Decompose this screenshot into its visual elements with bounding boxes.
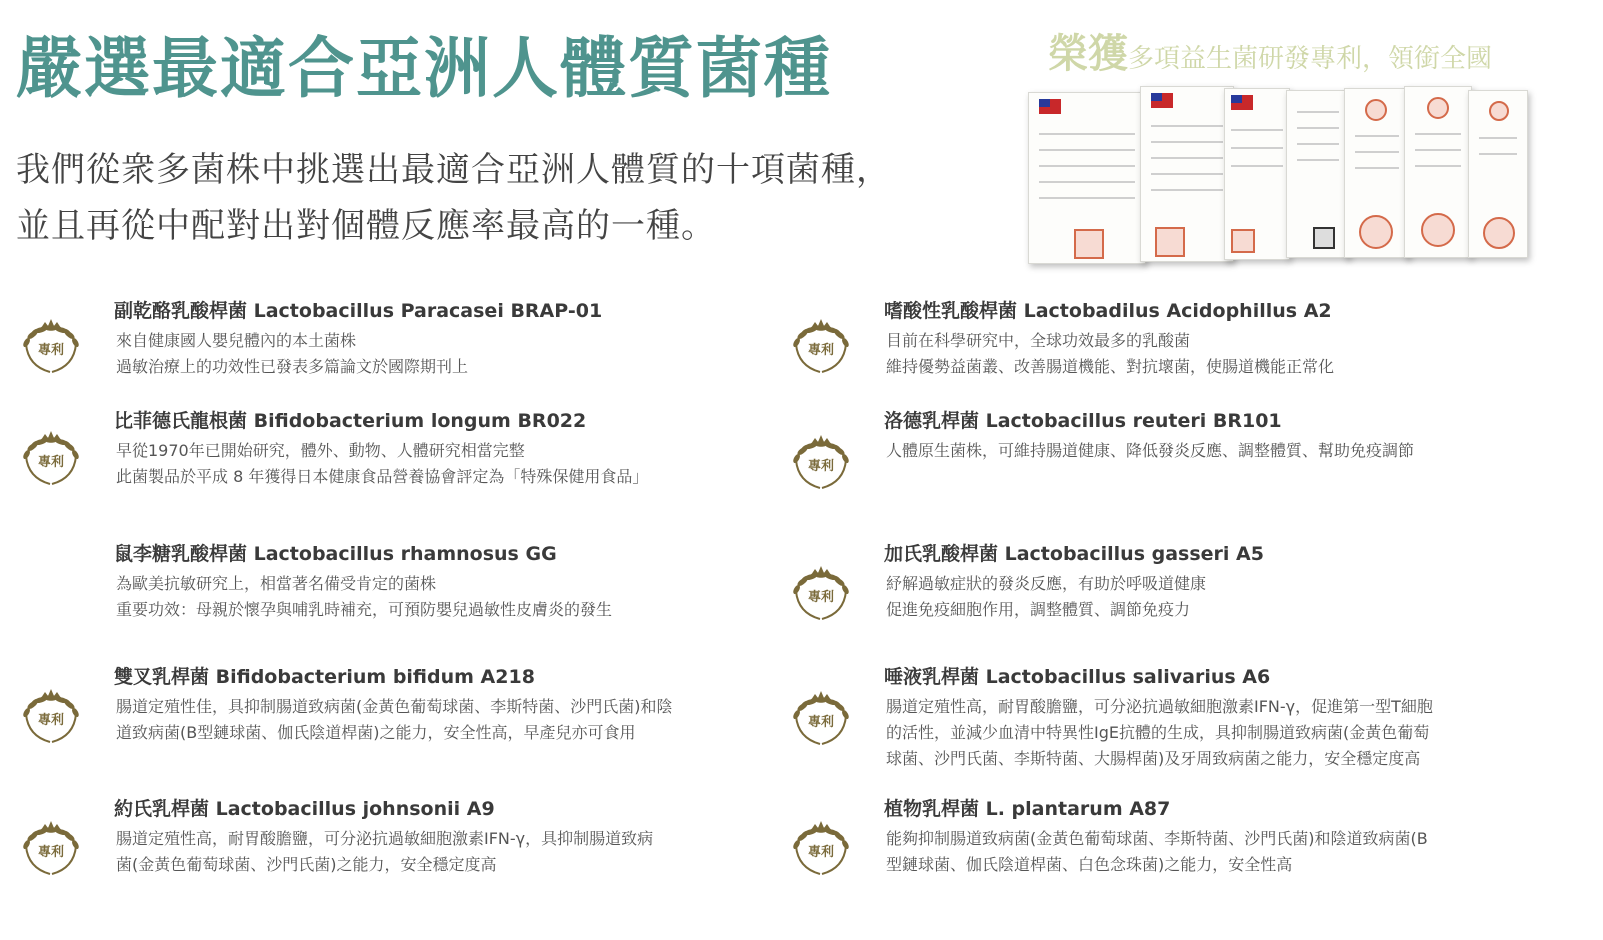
strain-name: 嗜酸性乳酸桿菌 Lactobadilus Acidophillus A2 — [884, 300, 1332, 322]
strain-description-line: 腸道定殖性佳，具抑制腸道致病菌(金黃色葡萄球菌、李斯特菌、沙門氏菌)和陰 — [116, 697, 673, 716]
certificate — [1344, 88, 1410, 258]
certificate — [1224, 88, 1290, 260]
patent-badge-label: 專利 — [37, 343, 65, 358]
strain-name: 約氏乳桿菌 Lactobacillus johnsonii A9 — [114, 798, 495, 820]
strain-description-line: 人體原生菌株，可維持腸道健康、降低發炎反應、調整體質、幫助免疫調節 — [886, 441, 1415, 460]
award-heading-sub: 多項益生菌研發專利，領銜全國 — [1128, 44, 1493, 74]
strain-description-line: 紓解過敏症狀的發炎反應，有助於呼吸道健康 — [886, 574, 1207, 593]
patent-laurel-icon — [14, 816, 88, 878]
strain-description-line: 重要功效：母親於懷孕與哺乳時補充，可預防嬰兒過敏性皮膚炎的發生 — [116, 600, 613, 619]
patent-badge-label: 專利 — [807, 845, 835, 860]
strain-description-line: 早從1970年已開始研究，體外、動物、人體研究相當完整 — [116, 441, 525, 460]
strain-description-line: 球菌、沙門氏菌、李斯特菌、大腸桿菌)及牙周致病菌之能力，安全穩定度高 — [886, 749, 1421, 768]
strain-description — [116, 328, 468, 380]
strain-description-line: 目前在科學研究中，全球功效最多的乳酸菌 — [886, 331, 1191, 350]
strain-description-line: 過敏治療上的功效性已發表多篇論文於國際期刊上 — [116, 357, 469, 376]
intro-line: 我們從衆多菌株中挑選出最適合亞洲人體質的十項菌種， — [16, 150, 891, 190]
patent-laurel-icon — [784, 686, 858, 748]
strain-name: 洛德乳桿菌 Lactobacillus reuteri BR101 — [884, 410, 1282, 432]
intro-line: 並且再從中配對出對個體反應率最高的一種。 — [16, 206, 716, 246]
strain-description-line: 道致病菌(B型鏈球菌、伽氏陰道桿菌)之能力，安全性高，早產兒亦可食用 — [116, 723, 636, 742]
strain-description — [886, 571, 1206, 623]
strain-description-line: 此菌製品於平成 8 年獲得日本健康食品營養協會評定為「特殊保健用食品」 — [116, 467, 649, 486]
patent-laurel-icon — [784, 561, 858, 623]
certificate — [1468, 90, 1528, 258]
strain-description — [886, 438, 1414, 464]
certificate — [1028, 92, 1146, 264]
strain-description-line: 維持優勢益菌叢、改善腸道機能、對抗壞菌，使腸道機能正常化 — [886, 357, 1335, 376]
patent-badge-label: 專利 — [37, 845, 65, 860]
certificate — [1140, 86, 1234, 262]
patent-badge-label: 專利 — [807, 715, 835, 730]
strain-description-line: 來自健康國人嬰兒體內的本土菌株 — [116, 331, 357, 350]
patent-laurel-icon — [784, 314, 858, 376]
certificate — [1286, 90, 1350, 258]
strain-description-line: 能夠抑制腸道致病菌(金黃色葡萄球菌、李斯特菌、沙門氏菌)和陰道致病菌(B — [886, 829, 1428, 848]
strain-description — [116, 438, 648, 490]
patent-badge-label: 專利 — [37, 455, 65, 470]
strain-description-line: 為歐美抗敏研究上，相當著名備受肯定的菌株 — [116, 574, 437, 593]
patent-laurel-icon — [14, 314, 88, 376]
patent-badge-label: 專利 — [807, 343, 835, 358]
strain-description-line: 的活性，並減少血清中特異性IgE抗體的生成，具抑制腸道致病菌(金黃色葡萄 — [886, 723, 1430, 742]
certificate — [1404, 86, 1472, 258]
patent-badge-label: 專利 — [807, 459, 835, 474]
patent-laurel-icon — [14, 426, 88, 488]
strain-name: 植物乳桿菌 L. plantarum A87 — [884, 798, 1171, 820]
patent-badge-label: 專利 — [37, 713, 65, 728]
strain-description-line: 型鏈球菌、伽氏陰道桿菌、白色念珠菌)之能力，安全性高 — [886, 855, 1293, 874]
strain-description-line: 腸道定殖性高，耐胃酸膽鹽，可分泌抗過敏細胞激素IFN-γ，促進第一型T細胞 — [886, 697, 1433, 716]
strain-name: 比菲德氏龍根菌 Bifidobacterium longum BR022 — [114, 410, 587, 432]
patent-badge-label: 專利 — [807, 590, 835, 605]
patent-certificates-image — [1028, 84, 1578, 270]
strain-description — [116, 694, 673, 746]
page-title: 嚴選最適合亞洲人體質菌種 — [16, 30, 832, 107]
strain-description-line: 菌(金黃色葡萄球菌、沙門氏菌)之能力，安全穩定度高 — [116, 855, 497, 874]
strain-description — [116, 571, 612, 623]
strain-description — [886, 694, 1433, 772]
award-heading-main: 榮獲 — [1048, 30, 1128, 77]
strain-name: 唾液乳桿菌 Lactobacillus salivarius A6 — [884, 666, 1271, 688]
strain-name: 加氏乳酸桿菌 Lactobacillus gasseri A5 — [884, 543, 1264, 565]
strain-name: 副乾酪乳酸桿菌 Lactobacillus Paracasei BRAP-01 — [114, 300, 603, 322]
patent-laurel-icon — [14, 684, 88, 746]
award-heading — [1048, 30, 1493, 77]
patent-award-panel — [1028, 30, 1578, 270]
strain-description — [886, 826, 1428, 878]
strain-description-line: 腸道定殖性高，耐胃酸膽鹽，可分泌抗過敏細胞激素IFN-γ，具抑制腸道致病 — [116, 829, 654, 848]
strain-name: 鼠李糖乳酸桿菌 Lactobacillus rhamnosus GG — [114, 543, 557, 565]
strain-description-line: 促進免疫細胞作用，調整體質、調節免疫力 — [886, 600, 1191, 619]
patent-laurel-icon — [784, 816, 858, 878]
strain-name: 雙叉乳桿菌 Bifidobacterium bifidum A218 — [114, 666, 535, 688]
strain-description — [116, 826, 653, 878]
patent-laurel-icon — [784, 430, 858, 492]
intro-text — [16, 142, 891, 254]
strain-description — [886, 328, 1334, 380]
